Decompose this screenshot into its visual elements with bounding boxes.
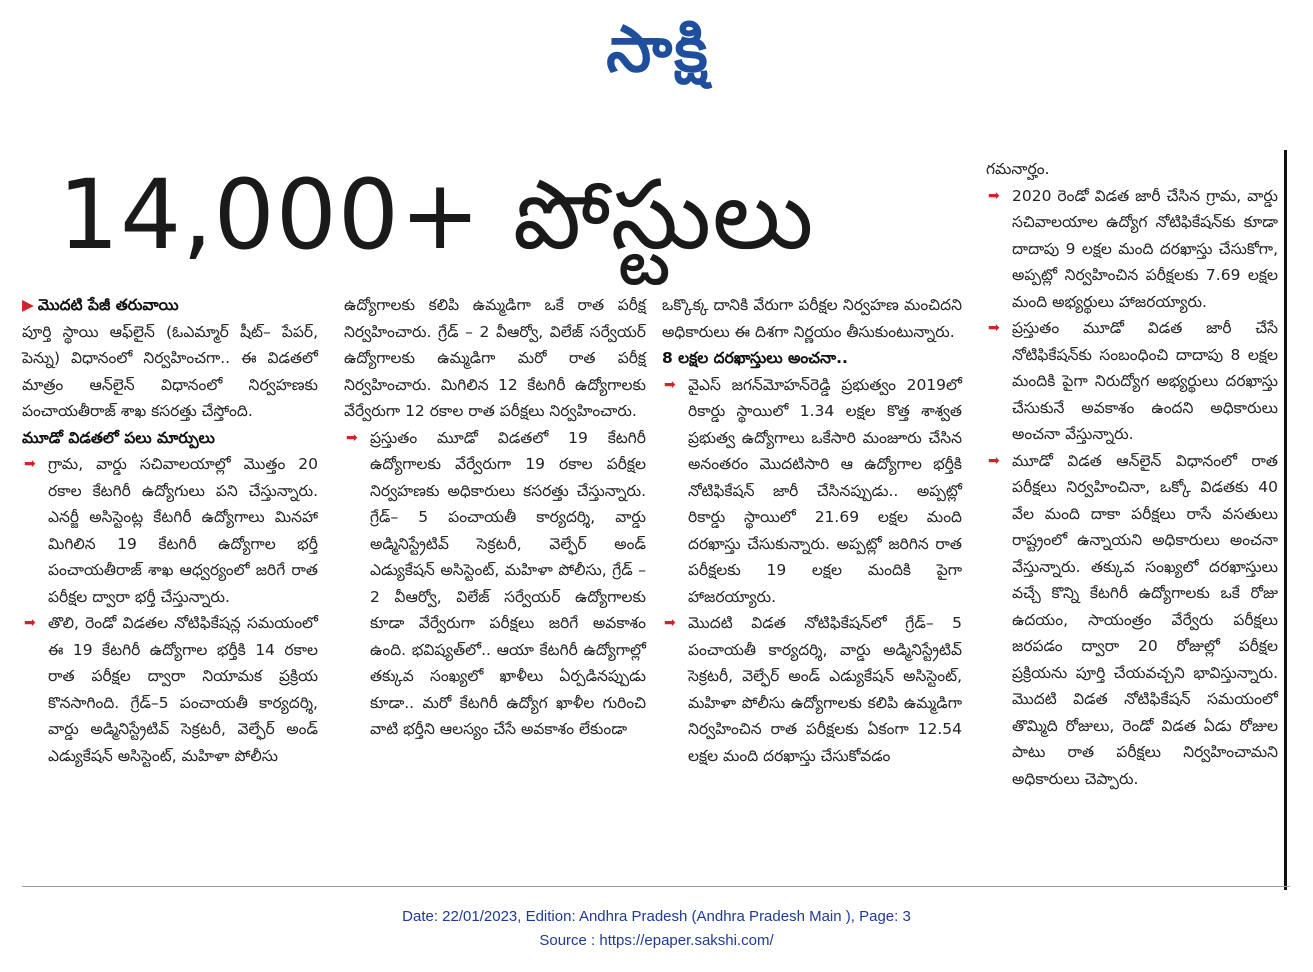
paragraph: పూర్తి స్థాయి ఆఫ్‌లైన్‌ (ఓఎమ్మార్‌ షీట్‌– పేపర్, పెన్ను) విధానంలో నిర్వహించగా.. ఈ విడతలో మాత్రం ఆన్‌లైన్‌ విధానంలో నిర్వహణకు పంచాయతీరాజ్‌ శాఖ కసరత్తు చేస్తోంది. xyxy=(22,322,318,420)
bullet-text: 2020 రెండో విడత జారీ చేసిన గ్రామ, వార్డు సచివాలయాల ఉద్యోగ నోటిఫికేషన్‌కు కూడా దాదాపు 9 లక్షల మంది దరఖాస్తు చేసుకోగా, అప్పట్లో నిర్వహించిన పరీక్షలకు 7.69 లక్షల మంది అభ్యర్థులు హాజరయ్యారు. xyxy=(1012,186,1278,311)
masthead-logo xyxy=(558,14,758,100)
subheading: మూడో విడతలో పలు మార్పులు xyxy=(22,428,215,447)
paragraph: ఉద్యోగాలకు కలిపి ఉమ్మడిగా ఒకే రాత పరీక్ష నిర్వహించారు. గ్రేడ్‌ – 2 వీఆర్వో, విలేజ్‌ సర్వేయర్‌ ఉద్యోగాలకు ఉమ్మడిగా మరో రాత పరీక్ష నిర్వహించారు. మిగిలిన 12 కేటగిరీ ఉద్యోగాలకు వేర్వేరుగా 12 రకాల రాత పరీక్షలు నిర్వహించారు. xyxy=(344,296,646,420)
bullet-text: మూడో విడత ఆన్‌లైన్‌ విధానంలో రాత పరీక్షలు నిర్వహించినా, ఒక్కో విడతకు 40 వేల మంది దాకా పరీక్షలు రాసే వసతులు రాష్ట్రంలో ఉన్నాయని అధికారులు అంచనా వేస్తున్నారు. తక్కువ సంఖ్యలో దరఖాస్తులు వచ్చే కొన్ని కేటగిరీ ఉద్యోగాలకు ఒకే రోజు ఉదయం, సాయంత్రం వేర్వేరు పరీక్షలు జరపడం ద్వారా 20 రోజుల్లో పరీక్షల ప్రక్రియను పూర్తి చేయవచ్చని భావిస్తున్నారు. మొదటి విడత నోటిఫికేషన్‌ సమయంలో తొమ్మిది రోజులు, రెండో విడత ఏడు రోజుల పాటు రాత పరీక్షలు నిర్వహించామని అధికారులు చెప్పారు. xyxy=(1012,451,1278,788)
article-column-1 xyxy=(22,292,318,769)
arrow-bullet-icon: ➡ xyxy=(664,615,676,631)
article-column-3 xyxy=(662,292,962,769)
footer-divider xyxy=(22,886,1290,887)
arrow-bullet-icon: ➡ xyxy=(346,429,358,446)
paragraph: గమనార్హం. xyxy=(986,160,1050,178)
subheading: 8 లక్షల దరఖాస్తులు అంచనా.. xyxy=(662,349,848,367)
triangle-icon: ▶ xyxy=(22,296,34,314)
continued-from-front-page xyxy=(22,292,318,319)
bullet-text: గ్రామ, వార్డు సచివాలయాల్లో మొత్తం 20 రకాల కేటగిరీ ఉద్యోగులు పని చేస్తున్నారు. ఎనర్జీ అసిస్టెంట్ల కేటగిరీ ఉద్యోగాలు మినహా మిగిలిన 19 కేటగిరీ ఉద్యోగాల భర్తీ పంచాయతీరాజ్‌ శాఖ ఆధ్వర్యంలో జరిగే రాత పరీక్షల ద్వారా భర్తీ చేస్తున్నారు. xyxy=(48,455,318,606)
article-column-2 xyxy=(344,292,646,743)
arrow-bullet-icon: ➡ xyxy=(988,452,1000,469)
bullet-text: ప్రస్తుతం మూడో విడతలో 19 కేటగిరీ ఉద్యోగాలకు వేర్వేరుగా 19 రకాల పరీక్షల నిర్వహణకు అధికారులు కసరత్తు చేస్తున్నారు. గ్రేడ్‌– 5 పంచాయతీ కార్యదర్శి, వార్డు అడ్మినిస్ట్రేటివ్‌ సెక్రటరీ, వెల్ఫేర్‌ అండ్‌ ఎడ్యుకేషన్‌ అసిస్టెంట్, మహిళా పోలీసు, గ్రేడ్‌ – 2 వీఆర్వో, విలేజ్‌ సర్వేయర్‌ ఉద్యోగాలకు కూడా వేర్వేరుగా పరీక్షలు జరిగే అవకాశం ఉంది. భవిష్యత్‌లో.. ఆయా కేటగిరీ ఉద్యోగాల్లో తక్కువ సంఖ్యలో ఖాళీలు ఏర్పడినప్పుడు కూడా.. మరో కేటగిరీ ఉద్యోగ ఖాళీల గురించి వాటి భర్తీని ఆలస్యం చేసే అవకాశం లేకుండా xyxy=(370,428,646,738)
bullet-paragraph xyxy=(344,425,646,743)
bullet-paragraph xyxy=(986,315,1278,448)
paragraph: ఒక్కొక్క దానికి వేరుగా పరీక్షల నిర్వహణ మంచిదని అధికారులు ఈ దిశగా నిర్ణయం తీసుకుంటున్నారు. xyxy=(662,296,962,341)
bullet-paragraph xyxy=(662,610,962,769)
article-column-4 xyxy=(986,156,1278,792)
bullet-paragraph xyxy=(662,372,962,611)
arrow-bullet-icon: ➡ xyxy=(988,187,1000,204)
edition-info: Date: 22/01/2023, Edition: Andhra Pradesh (Andhra Pradesh Main ), Page: 3 xyxy=(402,908,911,925)
column-rule xyxy=(1284,150,1287,890)
bullet-text: తొలి, రెండో విడతల నోటిఫికేషన్ల సమయంలో ఈ 19 కేటగిరీ ఉద్యోగాల భర్తీకి 14 రకాల రాత పరీక్షల ద్వారా నియామక ప్రక్రియ కొనసాగింది. గ్రేడ్‌–5 పంచాయతీ కార్యదర్శి, వార్డు అడ్మినిస్ట్రేటివ్‌ సెక్రటరీ, వెల్ఫేర్‌ అండ్‌ ఎడ్యుకేషన్‌ అసిస్టెంట్, మహిళా పోలీసు xyxy=(48,614,318,765)
arrow-bullet-icon: ➡ xyxy=(988,320,1000,336)
bullet-paragraph xyxy=(22,451,318,610)
bullet-paragraph xyxy=(986,183,1278,316)
bullet-paragraph xyxy=(22,610,318,769)
bullet-paragraph xyxy=(986,448,1278,793)
bullet-text: మొదటి విడత నోటిఫికేషన్‌లో గ్రేడ్‌– 5 పంచాయతీ కార్యదర్శి, వార్డు అడ్మినిస్ట్రేటివ్‌ సెక్రటరీ, వెల్ఫేర్‌ అండ్‌ ఎడ్యుకేషన్‌ అసిస్టెంట్, మహిళా పోలీసు ఉద్యోగాలకు కలిపి ఉమ్మడిగా నిర్వహించిన రాత పరీక్షలకు ఏకంగా 12.54 లక్షల మంది దరఖాస్తు చేసుకోవడం xyxy=(688,614,962,765)
source-link[interactable]: Source : https://epaper.sakshi.com/ xyxy=(539,932,774,949)
arrow-bullet-icon: ➡ xyxy=(24,456,36,472)
headline: 14,000+ పోస్టులు xyxy=(58,159,815,271)
arrow-bullet-icon: ➡ xyxy=(24,615,36,631)
bullet-text: వైఎస్‌ జగన్‌మోహన్‌రెడ్డి ప్రభుత్వం 2019లో రికార్డు స్థాయిలో 1.34 లక్షల కొత్త శాశ్వత ప్రభుత్వ ఉద్యోగాలు ఒకేసారి మంజూరు చేసిన అనంతరం మొదటిసారి ఆ ఉద్యోగాల భర్తీకి నోటిఫికేషన్‌ జారీ చేసినప్పుడు.. అప్పట్లో రికార్డు స్థాయిలో 21.69 లక్షల మంది దరఖాస్తు చేసుకున్నారు. అప్పట్లో జరిగిన రాత పరీక్షలకు 19 లక్షల మందికి పైగా హాజరయ్యారు. xyxy=(688,375,962,606)
bullet-text: ప్రస్తుతం మూడో విడత జారీ చేసే నోటిఫికేషన్‌కు సంబంధించి దాదాపు 8 లక్షల మందికి పైగా నిరుద్యోగ అభ్యర్థులు దరఖాస్తు చేసుకునే అవకాశం ఉందని అధికారులు అంచనా వేస్తున్నారు. xyxy=(1012,319,1278,443)
jump-label: మొదటి పేజీ తరువాయి xyxy=(37,296,179,314)
logo-text: సాక్షి xyxy=(606,12,710,87)
arrow-bullet-icon: ➡ xyxy=(664,376,676,393)
